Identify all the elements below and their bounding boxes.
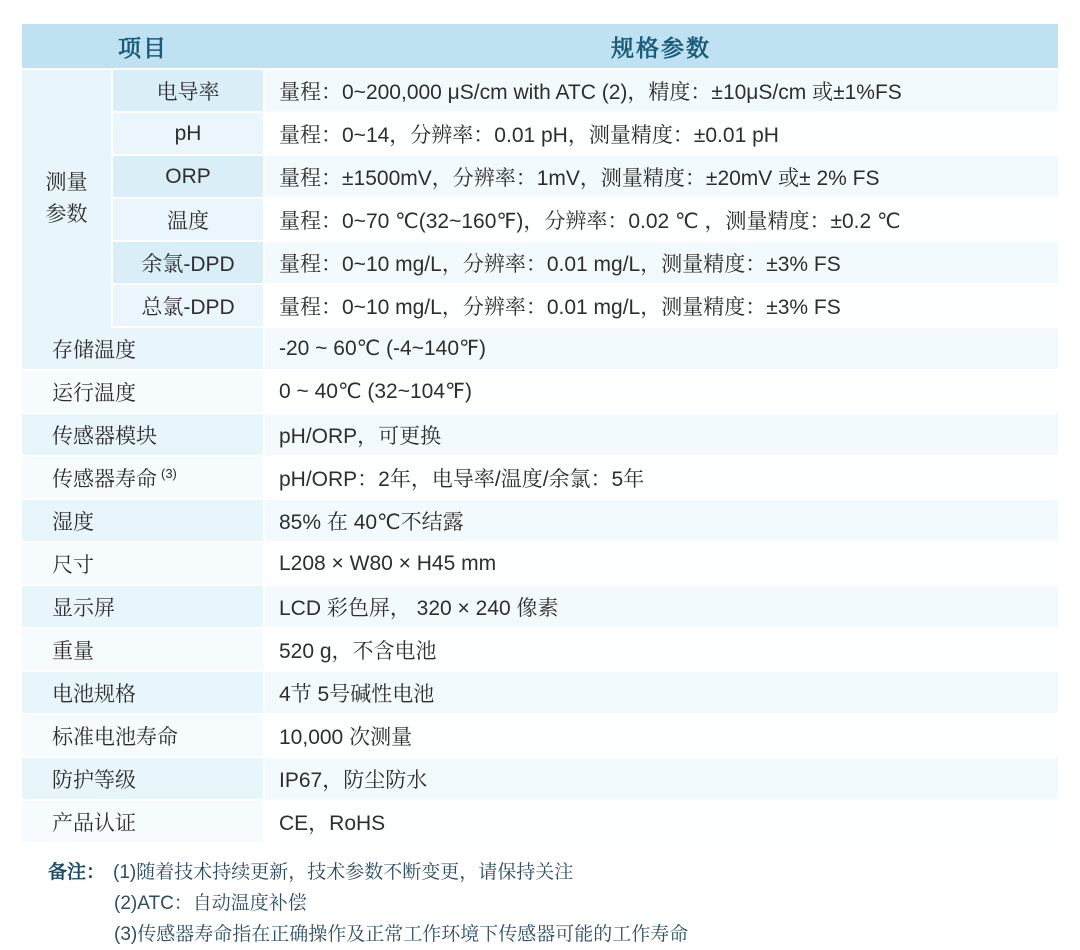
measurement-label-line2: 参数 (45, 202, 88, 226)
value-orp: 量程：±1500mV，分辨率：1mV，测量精度：±20mV 或± 2% FS (264, 155, 1058, 198)
specification-table (22, 24, 1058, 844)
table-row (22, 757, 1058, 800)
table-header-row (22, 24, 1058, 69)
table-row (22, 585, 1058, 628)
sub-label-orp: ORP (112, 155, 264, 198)
note-line-1-wrapper (48, 858, 1058, 889)
table-row (22, 542, 1058, 585)
label-protection-grade: 防护等级 (22, 757, 264, 800)
value-sensor-lifetime: pH/ORP：2年，电导率/温度/余氯：5年 (264, 456, 1058, 499)
value-temperature: 量程：0~70 ℃(32~160℉)，分辨率：0.02 ℃ ，测量精度：±0.2 ℃ (264, 198, 1058, 241)
table-row (22, 714, 1058, 757)
value-display: LCD 彩色屏， 320 × 240 像素 (264, 585, 1058, 628)
label-humidity: 湿度 (22, 499, 264, 542)
value-humidity: 85% 在 40℃不结露 (264, 499, 1058, 542)
footnote-marker-3: (3) (161, 465, 177, 481)
value-weight: 520 g，不含电池 (264, 628, 1058, 671)
value-ph: 量程：0~14，分辨率：0.01 pH，测量精度：±0.01 pH (264, 112, 1058, 155)
sub-label-total-chlorine: 总氯-DPD (112, 284, 264, 327)
value-free-chlorine: 量程：0~10 mg/L，分辨率：0.01 mg/L，测量精度：±3% FS (264, 241, 1058, 284)
sub-label-free-chlorine: 余氯-DPD (112, 241, 264, 284)
label-sensor-module: 传感器模块 (22, 413, 264, 456)
value-sensor-module: pH/ORP，可更换 (264, 413, 1058, 456)
label-display: 显示屏 (22, 585, 264, 628)
sub-label-temperature: 温度 (112, 198, 264, 241)
table-row (22, 241, 1058, 284)
measurement-group-label (22, 69, 112, 327)
value-conductivity: 量程：0~200,000 μS/cm with ATC (2)，精度：±10μS/cm 或±1%FS (264, 69, 1058, 112)
note-line-2: (2)ATC：自动温度补偿 (114, 892, 307, 914)
note-line-1: (1)随着技术持续更新，技术参数不断变更，请保持关注 (113, 862, 574, 883)
table-row (22, 370, 1058, 413)
table-row (22, 198, 1058, 241)
header-item: 项目 (22, 24, 264, 69)
table-row (22, 671, 1058, 714)
value-protection-grade: IP67，防尘防水 (264, 757, 1058, 800)
table-row (22, 456, 1058, 499)
note-line-3: (3)传感器寿命指在正确操作及正常工作环境下传感器可能的工作寿命 (114, 923, 689, 945)
table-row (22, 499, 1058, 542)
sub-label-conductivity: 电导率 (112, 69, 264, 112)
label-operating-temperature: 运行温度 (22, 370, 264, 413)
value-dimensions: L208 × W80 × H45 mm (264, 542, 1058, 585)
table-row (22, 112, 1058, 155)
value-storage-temperature: -20 ~ 60℃ (-4~140℉) (264, 327, 1058, 370)
label-sensor-lifetime-text: 传感器寿命 (52, 467, 157, 491)
notes-block (22, 858, 1058, 950)
notes-label: 备注： (48, 862, 106, 883)
table-row (22, 413, 1058, 456)
label-weight: 重量 (22, 628, 264, 671)
table-row (22, 800, 1058, 843)
label-sensor-lifetime (22, 456, 264, 499)
label-storage-temperature: 存储温度 (22, 327, 264, 370)
label-battery-spec: 电池规格 (22, 671, 264, 714)
label-certification: 产品认证 (22, 800, 264, 843)
table-row (22, 327, 1058, 370)
table-row (22, 155, 1058, 198)
measurement-label-line1: 测量 (45, 171, 88, 194)
value-total-chlorine: 量程：0~10 mg/L，分辨率：0.01 mg/L，测量精度：±3% FS (264, 284, 1058, 327)
table-row (22, 628, 1058, 671)
label-dimensions: 尺寸 (22, 542, 264, 585)
header-spec: 规格参数 (264, 24, 1058, 69)
value-battery-life: 10,000 次测量 (264, 714, 1058, 757)
value-operating-temperature: 0 ~ 40℃ (32~104℉) (264, 370, 1058, 413)
table-row (22, 284, 1058, 327)
value-certification: CE，RoHS (264, 800, 1058, 843)
sub-label-ph: pH (112, 112, 264, 155)
table-row (22, 69, 1058, 112)
value-battery-spec: 4节 5号碱性电池 (264, 671, 1058, 714)
label-battery-life: 标准电池寿命 (22, 714, 264, 757)
